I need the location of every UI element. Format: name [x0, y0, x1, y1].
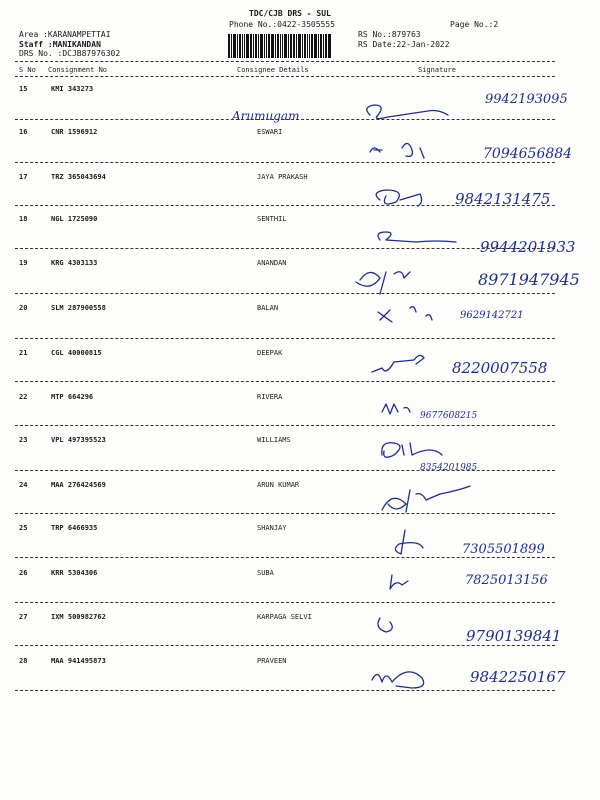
row-serial-number: 25: [19, 524, 28, 532]
signature-mark: [378, 618, 392, 632]
row-serial-number: 24: [19, 481, 28, 489]
handwritten-phone: 9842250167: [470, 668, 566, 686]
handwritten-phone: 9790139841: [466, 627, 562, 645]
row-serial-number: 21: [19, 349, 28, 357]
row-serial-number: 26: [19, 569, 28, 577]
row-serial-number: 19: [19, 259, 28, 267]
handwritten-name: Arumugam: [232, 109, 300, 123]
signature-mark: [356, 272, 410, 294]
row-consignment-number: CNR 1596912: [51, 128, 98, 136]
col-signature: Signature: [418, 66, 456, 74]
row-serial-number: 18: [19, 215, 28, 223]
handwritten-phone: 9629142721: [460, 310, 524, 321]
row-consignment-number: KMI 343273: [51, 85, 94, 93]
row-serial-number: 17: [19, 173, 28, 181]
col-sno: S No: [19, 66, 36, 74]
signature-mark: [367, 105, 448, 119]
handwritten-phone: 9942193095: [485, 92, 568, 107]
signature-mark: [372, 355, 424, 372]
handwritten-phone: 8971947945: [478, 270, 580, 289]
row-consignment-number: TRZ 365043694: [51, 173, 106, 181]
col-consignee: Consignee Details: [237, 66, 309, 74]
row-consignee-name: PRAVEEN: [257, 657, 287, 665]
row-serial-number: 27: [19, 613, 28, 621]
row-serial-number: 20: [19, 304, 28, 312]
row-consignment-number: IXM 500982762: [51, 613, 106, 621]
row-serial-number: 22: [19, 393, 28, 401]
row-consignment-number: KRG 4303133: [51, 259, 98, 267]
signature-mark: [382, 486, 470, 512]
rs-date: RS Date:22-Jan-2022: [358, 40, 450, 49]
row-consignee-name: ARUN KUMAR: [257, 481, 300, 489]
signature-mark: [390, 575, 408, 589]
area-label: Area :KARANAMPETTAI: [19, 30, 111, 39]
row-consignee-name: SUBA: [257, 569, 274, 577]
handwritten-phone: 8220007558: [452, 359, 548, 377]
row-consignee-name: KARPAGA SELVI: [257, 613, 312, 621]
drs-number: DRS No. :DCJB87976302: [19, 49, 121, 58]
signature-mark: [382, 404, 410, 414]
handwritten-phone: 9944201933: [480, 238, 576, 256]
row-consignee-name: SHANJAY: [257, 524, 287, 532]
signature-mark: [376, 190, 421, 206]
row-consignee-name: WILLIAMS: [257, 436, 291, 444]
row-consignment-number: TRP 6466935: [51, 524, 98, 532]
handwritten-phone: 7094656884: [483, 146, 573, 162]
row-serial-number: 15: [19, 85, 28, 93]
row-consignment-number: VPL 497395523: [51, 436, 106, 444]
signature-mark: [382, 443, 442, 458]
signature-mark: [378, 232, 456, 242]
signature-mark: [372, 672, 424, 688]
handwritten-phone: 7305501899: [462, 542, 545, 557]
row-consignee-name: DEEPAK: [257, 349, 283, 357]
col-consignment: Consignment No: [48, 66, 108, 74]
row-consignee-name: ANANDAN: [257, 259, 287, 267]
handwritten-phone: 9842131475: [455, 190, 551, 208]
row-serial-number: 28: [19, 657, 28, 665]
row-consignee-name: BALAN: [257, 304, 279, 312]
row-consignment-number: KRR 5304306: [51, 569, 98, 577]
handwritten-phone: 9677608215: [420, 411, 478, 421]
report-title: TDC/CJB DRS - SUL: [249, 9, 331, 18]
row-consignment-number: MAA 941495873: [51, 657, 106, 665]
row-consignee-name: JAYA PRAKASH: [257, 173, 308, 181]
signature-mark: [378, 307, 432, 322]
handwritten-phone: 7825013156: [465, 573, 548, 588]
row-consignment-number: MAA 276424569: [51, 481, 106, 489]
page-number: Page No.:2: [450, 20, 499, 29]
row-consignment-number: CGL 40000815: [51, 349, 102, 357]
phone-number: Phone No.:0422-3505555: [229, 20, 335, 29]
row-consignee-name: SENTHIL: [257, 215, 287, 223]
rs-number: RS No.:879763: [358, 30, 421, 39]
signature-mark: [370, 143, 424, 158]
row-serial-number: 16: [19, 128, 28, 136]
row-consignment-number: SLM 287900558: [51, 304, 106, 312]
staff-label: Staff :MANIKANDAN: [19, 40, 101, 49]
signature-mark: [395, 530, 423, 554]
row-serial-number: 23: [19, 436, 28, 444]
row-consignment-number: NGL 1725090: [51, 215, 98, 223]
handwritten-phone: 8354201985: [420, 463, 478, 473]
row-consignee-name: RIVERA: [257, 393, 283, 401]
row-consignment-number: MTP 664296: [51, 393, 94, 401]
row-consignee-name: ESWARI: [257, 128, 283, 136]
